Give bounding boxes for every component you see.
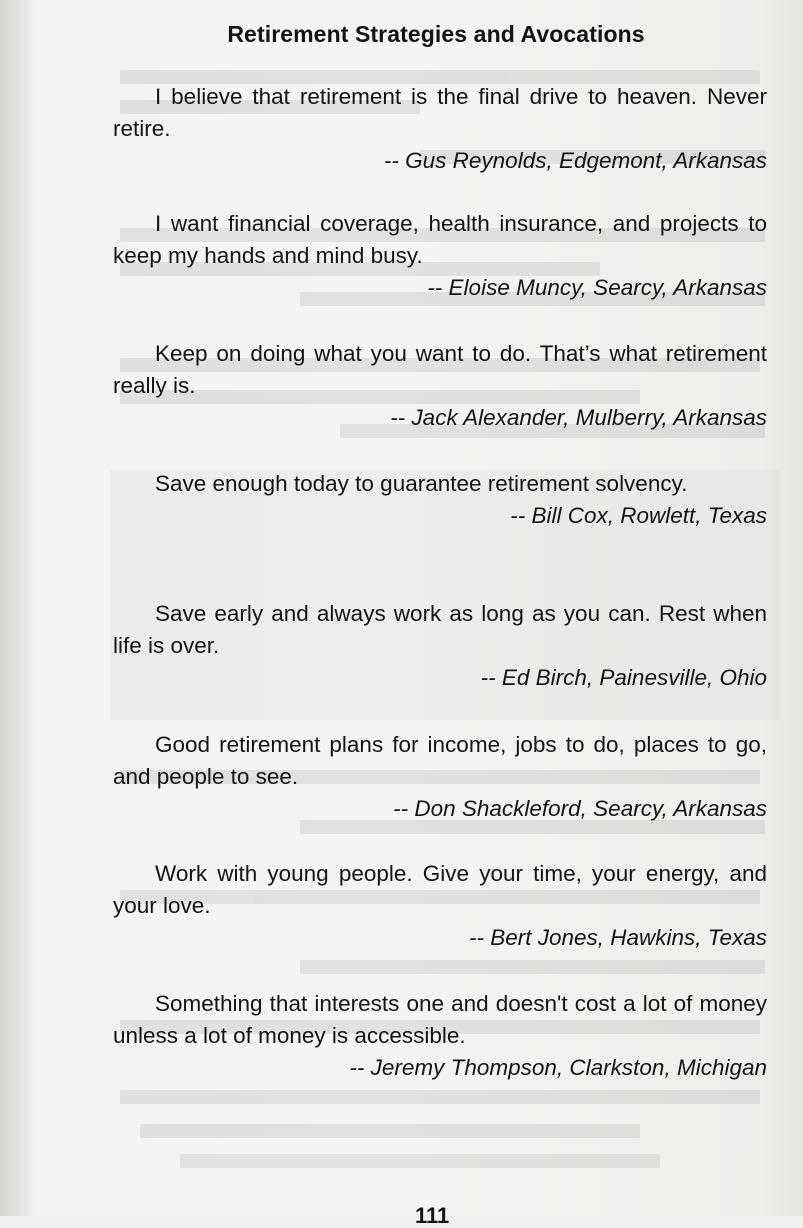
quote-text: Save enough today to guarantee retirement solvency. xyxy=(155,471,688,496)
quote-block xyxy=(113,729,767,825)
quote-attribution: -- Eloise Muncy, Searcy, Arkansas xyxy=(427,275,767,300)
quote-text: Good retirement plans for income, jobs to do, places to go, and people to see. xyxy=(113,732,767,789)
quote-block xyxy=(113,81,767,177)
quote-text: Work with young people. Give your time, your energy, and your love. xyxy=(113,861,767,918)
spine-shadow xyxy=(0,0,38,1216)
quote-text: Keep on doing what you want to do. That’s what retirement really is. xyxy=(113,341,767,398)
quote-block xyxy=(113,858,767,954)
quote-attribution: -- Bert Jones, Hawkins, Texas xyxy=(468,925,767,950)
quote-block xyxy=(113,988,767,1084)
quote-text: I believe that retirement is the final drive to heaven. Never retire. xyxy=(113,84,767,141)
quote-text: Save early and always work as long as you can. Rest when life is over. xyxy=(113,601,767,658)
quote-attribution: -- Jeremy Thompson, Clarkston, Michigan xyxy=(349,1055,767,1080)
quote-text: Something that interests one and doesn't cost a lot of money unless a lot of money is accessible. xyxy=(113,991,767,1048)
page-title: Retirement Strategies and Avocations xyxy=(227,21,645,47)
quote-text: I want financial coverage, health insurance, and projects to keep my hands and mind busy. xyxy=(113,211,767,268)
quote-attribution: -- Ed Birch, Painesville, Ohio xyxy=(480,665,767,690)
quote-block xyxy=(113,208,767,304)
quote-attribution: -- Jack Alexander, Mulberry, Arkansas xyxy=(390,405,767,430)
page-number: 111 xyxy=(415,1203,450,1228)
quote-block xyxy=(113,598,767,694)
quote-block xyxy=(113,338,767,434)
quote-block xyxy=(113,468,767,532)
quote-attribution: -- Bill Cox, Rowlett, Texas xyxy=(510,503,767,528)
quote-attribution: -- Gus Reynolds, Edgemont, Arkansas xyxy=(383,148,767,173)
quote-attribution: -- Don Shackleford, Searcy, Arkansas xyxy=(393,796,767,821)
